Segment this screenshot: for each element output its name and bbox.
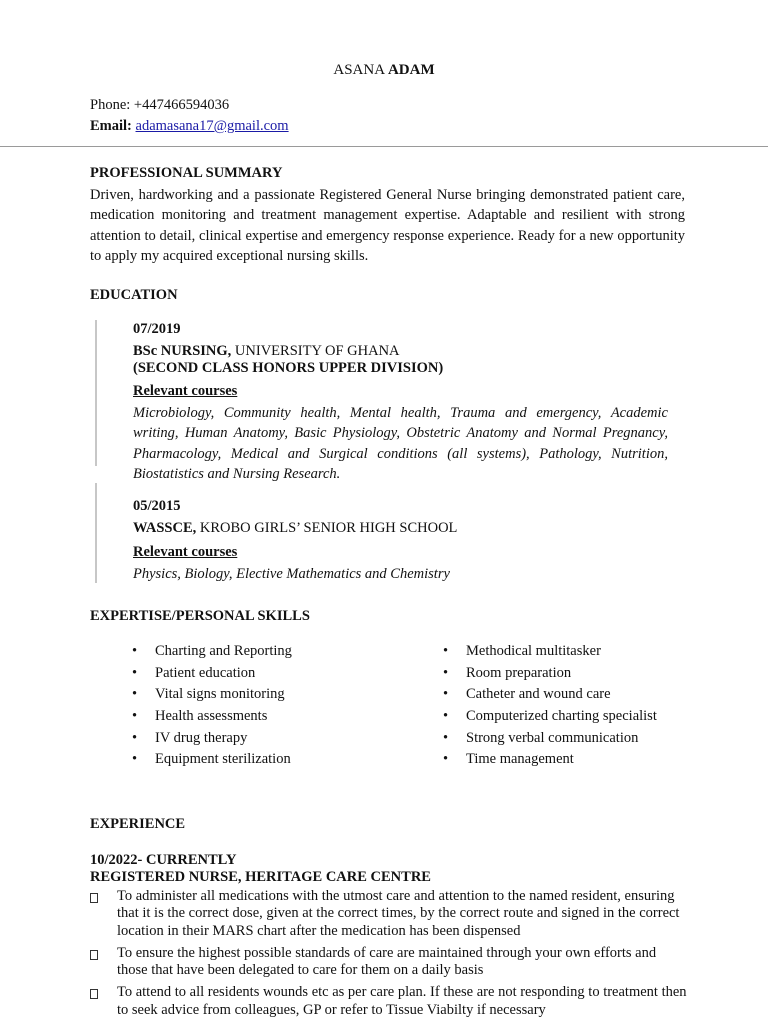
education-degree: WASSCE, xyxy=(133,520,197,536)
phone-number: +447466594036 xyxy=(133,97,230,113)
skill-label: IV drug therapy xyxy=(155,729,248,746)
list-item xyxy=(88,945,688,980)
courses-list: Physics, Biology, Elective Mathematics and Chemistry xyxy=(133,566,450,582)
job-duties xyxy=(88,888,688,1024)
bullet-icon: • xyxy=(443,729,449,746)
skills-heading: EXPERTISE/PERSONAL SKILLS xyxy=(90,608,310,624)
skill-label: Patient education xyxy=(155,664,256,681)
bullet-icon: • xyxy=(443,686,449,703)
bullet-icon: • xyxy=(443,751,449,768)
phone-line xyxy=(90,97,229,114)
education-honors: (SECOND CLASS HONORS UPPER DIVISION) xyxy=(133,360,444,376)
email-link[interactable]: adamasana17@gmail.com xyxy=(135,118,289,134)
skill-label: Catheter and wound care xyxy=(466,686,611,703)
job-period: 10/2022- CURRENTLY xyxy=(90,852,237,868)
list-item xyxy=(132,684,432,706)
bullet-icon: • xyxy=(132,686,138,703)
courses-label: Relevant courses xyxy=(133,383,238,399)
list-item xyxy=(443,749,743,771)
skill-label: Time management xyxy=(466,751,574,768)
candidate-name xyxy=(0,62,768,79)
education-degree: BSc NURSING, xyxy=(133,343,232,359)
education-entry-bar xyxy=(95,320,97,466)
duty-text: To attend to all residents wounds etc as per care plan. If these are not responding to treatment then to seek advice from colleagues, GP or refer to Tissue Viabilty if necessary xyxy=(117,984,687,1018)
summary-heading: PROFESSIONAL SUMMARY xyxy=(90,165,283,181)
header-divider xyxy=(0,146,768,147)
education-date: 05/2015 xyxy=(133,498,181,514)
list-item xyxy=(132,749,432,771)
education-degree-line xyxy=(133,519,668,538)
education-institution: UNIVERSITY OF GHANA xyxy=(234,343,400,359)
last-name: ADAM xyxy=(387,62,435,78)
education-entry xyxy=(133,497,668,584)
education-date: 07/2019 xyxy=(133,321,181,337)
email-line xyxy=(90,118,289,135)
email-label: Email: xyxy=(90,118,132,134)
list-item xyxy=(132,728,432,750)
phone-label: Phone: xyxy=(90,97,131,113)
bullet-icon: • xyxy=(132,751,138,768)
courses-label: Relevant courses xyxy=(133,544,238,560)
bullet-icon: • xyxy=(132,708,138,725)
bullet-icon: • xyxy=(443,643,449,659)
list-item xyxy=(132,663,432,685)
duty-text: To ensure the highest possible standards of care are maintained through your own efforts and those that have been delegated to care for them on a daily basis xyxy=(117,944,657,979)
skill-label: Room preparation xyxy=(466,664,572,681)
skill-label: Charting and Reporting xyxy=(155,643,292,659)
list-item xyxy=(443,684,743,706)
bullet-icon: • xyxy=(132,643,138,659)
skills-column-left xyxy=(132,641,432,771)
list-item xyxy=(88,984,688,1019)
duty-text: To administer all medications with the utmost care and attention to the named resident, ensuring that it is the correct dose, given at the correct times, by the correct route and signed in the correct location in their MARS chart after the medication has been dispensed xyxy=(117,888,680,939)
courses-list: Microbiology, Community health, Mental health, Trauma and emergency, Academic writing, Human Anatomy, Basic Physiology, Obstetric Anatomy and Normal Pregnancy, Pharmacology, Medical and Surgical conditions (all systems), Pathology, Nutrition, Biostatistics and Nursing Research. xyxy=(133,405,668,482)
list-item xyxy=(88,888,688,940)
summary-text: Driven, hardworking and a passionate Registered General Nurse bringing demonstrated patient care, medication monitoring and treatment management expertise. Adaptable and resilient with strong attention to detail, clinical expertise and emergency response experience. Ready for a new opportunity to apply my acquired exceptional nursing skills. xyxy=(90,187,685,264)
list-item xyxy=(443,641,743,663)
list-item xyxy=(443,706,743,728)
list-item xyxy=(443,728,743,750)
list-item xyxy=(132,641,432,663)
first-name: ASANA xyxy=(333,62,385,78)
experience-heading: EXPERIENCE xyxy=(90,816,186,832)
skill-label: Health assessments xyxy=(155,708,268,725)
bullet-icon: • xyxy=(132,664,138,681)
skills-list xyxy=(132,641,692,776)
job-header xyxy=(90,852,431,886)
checkbox-bullet-icon xyxy=(90,989,98,999)
skill-label: Equipment sterilization xyxy=(155,751,291,768)
skills-column-right xyxy=(443,641,743,771)
education-entry xyxy=(133,320,668,484)
bullet-icon: • xyxy=(443,708,449,725)
list-item xyxy=(132,706,432,728)
education-heading: EDUCATION xyxy=(90,287,178,303)
list-item xyxy=(443,663,743,685)
bullet-icon: • xyxy=(132,729,138,746)
bullet-icon: • xyxy=(443,664,449,681)
job-title: REGISTERED NURSE, HERITAGE CARE CENTRE xyxy=(90,869,431,885)
checkbox-bullet-icon xyxy=(90,893,98,903)
skill-label: Strong verbal communication xyxy=(466,729,639,746)
skill-label: Methodical multitasker xyxy=(466,643,601,659)
education-entry-bar xyxy=(95,483,97,583)
skill-label: Vital signs monitoring xyxy=(155,686,285,703)
education-institution: KROBO GIRLS’ SENIOR HIGH SCHOOL xyxy=(199,520,458,536)
checkbox-bullet-icon xyxy=(90,950,98,960)
skill-label: Computerized charting specialist xyxy=(466,708,657,725)
